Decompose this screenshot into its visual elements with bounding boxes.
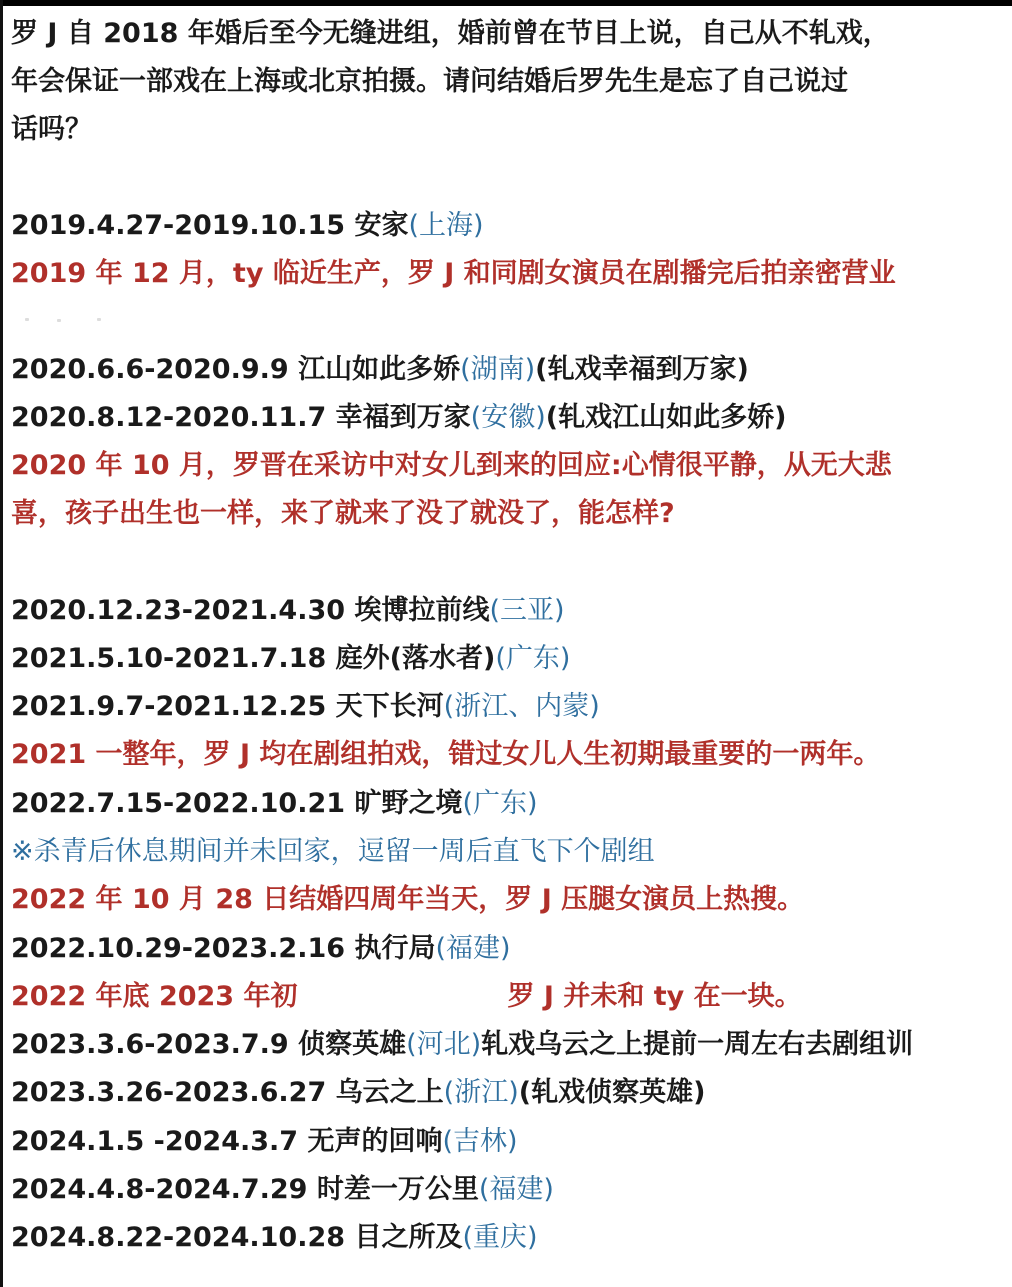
entry-title: 江山如此多娇 (298, 354, 461, 385)
entry-row (11, 635, 570, 683)
note-red: 2022 年 10 月 28 日结婚四周年当天，罗 J 压腿女演员上热搜。 (11, 884, 805, 915)
entry-date: 2021.5.10-2021.7.18 (11, 643, 327, 674)
entry-date: 2023.3.6-2023.7.9 (11, 1029, 289, 1060)
entry-title: 埃博拉前线 (354, 595, 490, 626)
entry-location: (安徽) (470, 402, 546, 433)
entry-title: 安家 (354, 210, 409, 241)
entry-row (11, 202, 484, 250)
entry-title: 无声的回响 (307, 1126, 443, 1157)
intro-line-3: 话吗？ (11, 114, 92, 145)
note-red-part: 罗 J 并未和 ty 在一块。 (507, 981, 802, 1012)
entry-title: 时差一万公里 (316, 1174, 479, 1205)
entry-title: 乌云之上 (335, 1077, 444, 1108)
entry-date: 2020.12.23-2021.4.30 (11, 595, 346, 626)
note-red: 喜，孩子出生也一样，来了就来了没了就没了，能怎样? (11, 498, 675, 529)
entry-extra: (轧戏侦察英雄) (518, 1077, 706, 1108)
entry-row (11, 1166, 554, 1214)
entry-extra: 轧戏乌云之上提前一周左右去剧组训 (481, 1029, 914, 1060)
note-red: 2019 年 12 月，ty 临近生产，罗 J 和同剧女演员在剧播完后拍亲密营业 (11, 258, 896, 289)
entry-location: (上海) (408, 210, 484, 241)
entry-row (11, 1118, 518, 1166)
note-red (11, 973, 802, 1021)
entry-location: (吉林) (442, 1126, 518, 1157)
entry-row (11, 683, 600, 731)
note-red: 2021 一整年，罗 J 均在剧组拍戏，错过女儿人生初期最重要的一两年。 (11, 739, 881, 770)
entry-location: (三亚) (489, 595, 565, 626)
intro-line-2: 年会保证一部戏在上海或北京拍摄。请问结婚后罗先生是忘了自己说过 (11, 66, 848, 97)
note-red: 2020 年 10 月，罗晋在采访中对女儿到来的回应:心情很平静，从无大悲 (11, 450, 892, 481)
entry-date: 2022.10.29-2023.2.16 (11, 933, 346, 964)
entry-extra: (轧戏幸福到万家) (535, 354, 749, 385)
entry-location: (福建) (435, 933, 511, 964)
entry-title: 侦察英雄 (298, 1029, 407, 1060)
entry-title: 目之所及 (354, 1222, 463, 1253)
entry-location: (浙江、内蒙) (443, 691, 600, 722)
entry-date: 2020.6.6-2020.9.9 (11, 354, 289, 385)
entry-location: (广东) (462, 788, 538, 819)
entry-row (11, 1069, 705, 1117)
cropped-fragment (11, 318, 131, 324)
entry-title: 执行局 (354, 933, 436, 964)
entry-title: 幸福到万家 (335, 402, 471, 433)
entry-location: (河北) (406, 1029, 482, 1060)
entry-location: (福建) (478, 1174, 554, 1205)
entry-location: (浙江) (443, 1077, 519, 1108)
entry-title: 庭外(落水者) (335, 643, 496, 674)
entry-row (11, 925, 511, 973)
redacted-area (298, 984, 508, 1012)
entry-date: 2019.4.27-2019.10.15 (11, 210, 346, 241)
entry-date: 2022.7.15-2022.10.21 (11, 788, 346, 819)
entry-row (11, 1214, 538, 1262)
entry-location: (广东) (495, 643, 571, 674)
entry-location: (重庆) (462, 1222, 538, 1253)
entry-date: 2021.9.7-2021.12.25 (11, 691, 327, 722)
top-border (3, 0, 1012, 6)
entry-title: 天下长河 (335, 691, 444, 722)
entry-row (11, 346, 749, 394)
note-red-part: 2022 年底 2023 年初 (11, 981, 298, 1012)
entry-date: 2024.4.8-2024.7.29 (11, 1174, 308, 1205)
entry-title: 旷野之境 (354, 788, 463, 819)
note-blue: ※杀青后休息期间并未回家，逗留一周后直飞下个剧组 (11, 836, 655, 867)
entry-date: 2024.1.5 -2024.3.7 (11, 1126, 299, 1157)
entry-row (11, 587, 565, 635)
entry-date: 2024.8.22-2024.10.28 (11, 1222, 346, 1253)
entry-extra: (轧戏江山如此多娇) (545, 402, 787, 433)
entry-date: 2023.3.26-2023.6.27 (11, 1077, 327, 1108)
entry-row (11, 394, 786, 442)
entry-location: (湖南) (460, 354, 536, 385)
intro-line-1: 罗 J 自 2018 年婚后至今无缝进组，婚前曾在节目上说，自己从不轧戏， (11, 18, 890, 49)
entry-row (11, 780, 538, 828)
entry-row (11, 1021, 913, 1069)
entry-date: 2020.8.12-2020.11.7 (11, 402, 327, 433)
